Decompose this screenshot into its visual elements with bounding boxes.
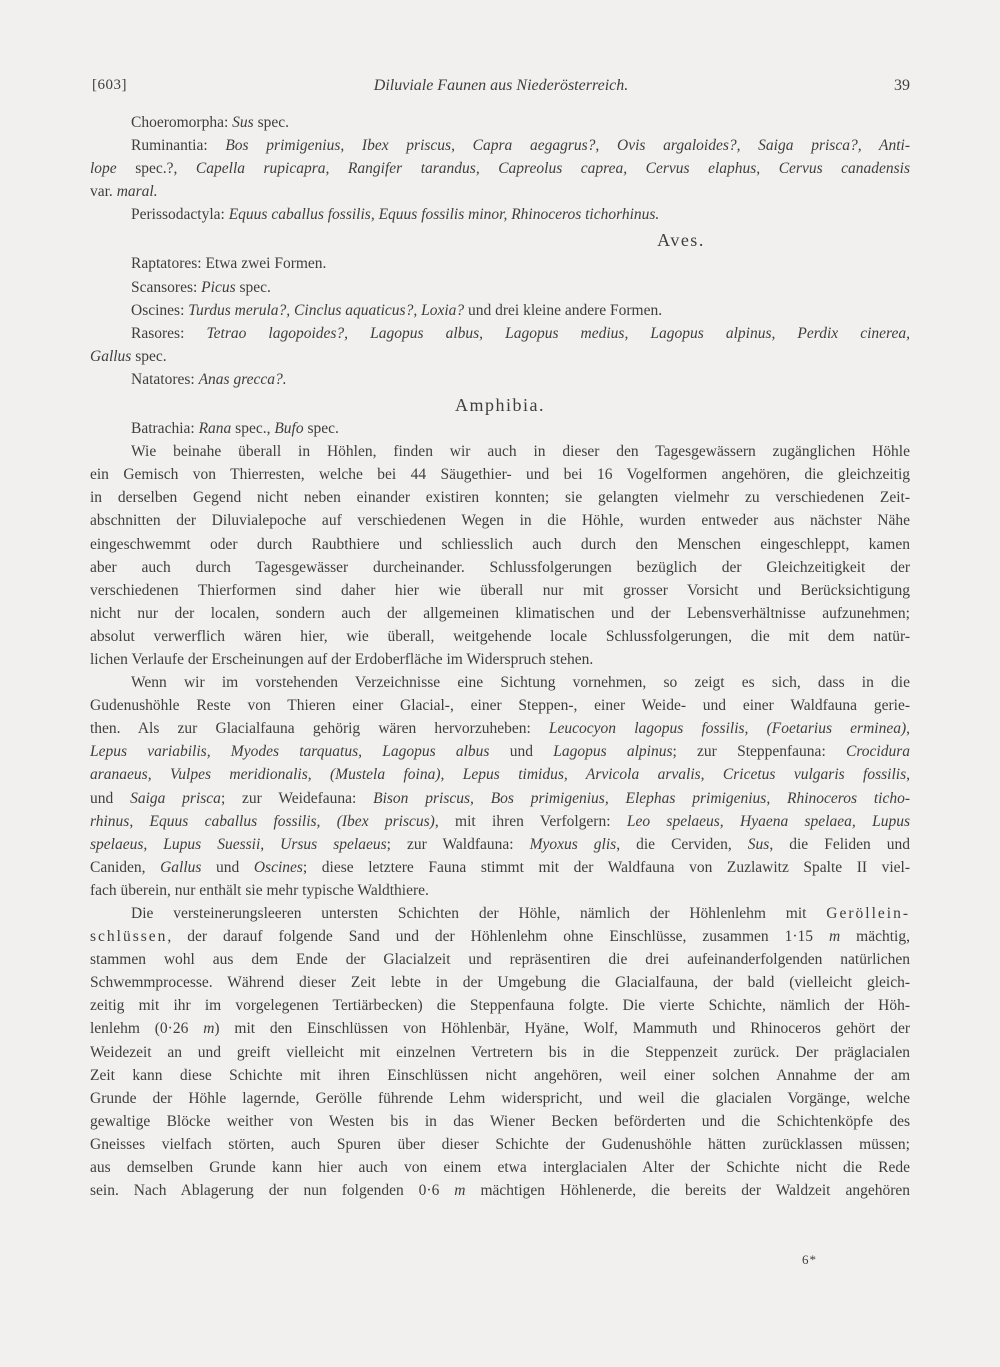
paragraph-line bbox=[90, 902, 910, 925]
text: ; zur Weidefauna: bbox=[220, 789, 374, 807]
taxa: rhinus, Equus caballus fossilis, (Ibex priscus) bbox=[90, 812, 435, 830]
paragraph-line bbox=[90, 833, 910, 856]
taxon: Oscines bbox=[253, 858, 303, 876]
unit: m bbox=[203, 1020, 215, 1038]
text: Die versteinerungsleeren untersten Schichten der Höhle, nämlich der Höhlenlehm mit bbox=[131, 905, 827, 922]
unit: m bbox=[829, 928, 841, 946]
text: spec.?, bbox=[116, 160, 196, 178]
paragraph-line: Wenn wir im vorstehenden Verzeichnisse eine Sichtung vornehmen, so zeigt es sich, dass in die bbox=[131, 674, 910, 692]
heading-text: Amphibia. bbox=[455, 395, 545, 416]
group-label: Choeromorpha: bbox=[131, 114, 233, 131]
fauna-line-scansores bbox=[90, 276, 910, 299]
text: ; zur Waldfauna: bbox=[386, 835, 530, 853]
taxa: Lepus variabilis, Myodes tarquatus, Lagopus albus bbox=[90, 743, 490, 761]
text: und bbox=[90, 789, 131, 807]
group-label: Natatores: bbox=[131, 370, 199, 388]
running-title: Diluviale Faunen aus Niederösterreich. bbox=[373, 77, 629, 94]
taxa: Tetrao lagopoides?, Lagopus albus, Lagopus medius, Lagopus alpinus, Perdix cinerea, bbox=[206, 324, 910, 342]
taxon: Sus bbox=[747, 835, 770, 853]
page-number: 39 bbox=[894, 77, 910, 94]
text: sein. Nach Ablagerung der nun folgenden 0·6 bbox=[90, 1182, 455, 1200]
paragraph-line bbox=[90, 740, 910, 763]
paragraph-line: Grunde der Höhle lagernde, Gerölle führende Lehm widerspricht, und weil die glacialen Vorgänge, welche bbox=[90, 1089, 910, 1107]
taxon: Crocidura bbox=[846, 743, 911, 761]
text: , der darauf folgende Sand und der Höhlenlehm ohne Einschlüsse, zusammen 1·15 bbox=[167, 928, 830, 946]
paragraph-line bbox=[90, 717, 910, 740]
paragraph-line: eingeschwemmt oder durch Raubthiere und schliesslich auch durch den Menschen eingeschleppt, kamen bbox=[90, 535, 910, 553]
section-heading-aves bbox=[90, 226, 910, 252]
text: lenlehm (0·26 bbox=[90, 1020, 204, 1038]
taxon: Sus bbox=[232, 114, 254, 131]
fauna-line-ruminantia-cont bbox=[90, 157, 910, 180]
paragraph-line: stammen wohl aus dem Ende der Glacialzeit und repräsentiren die drei aufeinanderfolgenden natürlichen bbox=[90, 951, 910, 969]
page-bracket-number: [603] bbox=[92, 77, 127, 93]
taxon: Rana bbox=[198, 420, 232, 438]
text: und bbox=[201, 858, 254, 876]
unit: m bbox=[454, 1182, 466, 1200]
text: ) mit den Einschlüssen von Höhlenbär, Hyäne, Wolf, Mammuth und Rhinoceros gehört der bbox=[214, 1020, 910, 1038]
text: then. Als zur Glacialfauna gehörig wären hervorzuheben: bbox=[90, 720, 549, 738]
paragraph-line: abschnitten der Diluvialepoche auf verschiedenen Wegen in die Höhle, wurden entweder aus nächster Nähe bbox=[90, 512, 910, 530]
page-header bbox=[92, 77, 910, 101]
taxa: Capella rupicapra, Rangifer tarandus, Capreolus caprea, Cervus elaphus, Cervus canadensis bbox=[195, 160, 911, 178]
text: Raptatores: Etwa zwei Formen. bbox=[131, 255, 327, 273]
fauna-line-natatores bbox=[90, 368, 910, 391]
paragraph-line: Wie beinahe überall in Höhlen, finden wir auch in dieser den Tagesgewässern zugänglichen Höhle bbox=[131, 443, 910, 461]
section-heading-amphibia bbox=[90, 391, 910, 417]
fauna-line-oscines bbox=[90, 299, 910, 322]
spaced-text: Geröllein- bbox=[826, 905, 910, 922]
fauna-line-choeromorpha bbox=[90, 111, 910, 134]
taxon: Anas grecca?. bbox=[198, 370, 287, 388]
group-label: Oscines: bbox=[131, 301, 189, 319]
taxa: Leucocyon lagopus fossilis, (Foetarius erminea), bbox=[548, 720, 910, 738]
taxon: Saiga prisca bbox=[130, 789, 221, 807]
taxa: Leo spelaeus, Hyaena spelaea, Lupus bbox=[626, 812, 910, 830]
fauna-line-rasores bbox=[90, 322, 910, 345]
body-text bbox=[90, 111, 910, 1202]
paragraph-line: Zeit kann diese Schichte mit ihren Einschlüssen nicht angehören, weil einer solchen Annahme der am bbox=[90, 1066, 910, 1084]
heading-text: Aves. bbox=[657, 230, 705, 251]
paragraph-line: Weidezeit an und greift vielleicht mit einzelnen Vertretern bis in die Steppenzeit zurück. Der präglacialen bbox=[90, 1043, 910, 1061]
text: , die Cerviden, bbox=[616, 835, 748, 853]
paragraph-line bbox=[90, 787, 910, 810]
taxa: Bos primigenius, Ibex priscus, Capra aegagrus?, Ovis argaloides?, Saiga prisca?, Anti- bbox=[225, 137, 910, 155]
paragraph-line: absolut verwerflich wären hier, wie überall, weitgehende locale Schlussfolgerungen, die mit dem natür- bbox=[90, 627, 910, 645]
taxa: spelaeus, Lupus Suessii, Ursus spelaeus bbox=[90, 835, 387, 853]
paragraph-line: aus demselben Grunde kann hier auch von einem etwa interglacialen Alter der Schichte nicht die Rede bbox=[90, 1159, 910, 1177]
text: var. bbox=[90, 183, 117, 201]
group-label: Batrachia: bbox=[131, 420, 199, 438]
text: mächtig, bbox=[840, 928, 910, 946]
paragraph-line bbox=[90, 763, 910, 786]
text: spec., bbox=[231, 420, 275, 438]
taxa: Equus caballus fossilis, Equus fossilis minor, Rhinoceros tichorhinus. bbox=[228, 206, 660, 224]
paragraph-line: nicht nur der localen, sondern auch der allgemeinen klimatischen und der Lebensverhältnisse aufzunehmen; bbox=[90, 604, 910, 622]
paragraph-line bbox=[90, 925, 910, 948]
taxon: Picus bbox=[201, 278, 236, 296]
paragraph-line: Schwemmprocesse. Während dieser Zeit lebte in der Umgebung die Glacialfauna, der bald (vielleicht gleich- bbox=[90, 974, 910, 992]
group-label: Perissodactyla: bbox=[131, 206, 229, 224]
text: und drei kleine andere Formen. bbox=[464, 301, 663, 319]
text: spec. bbox=[235, 278, 271, 296]
text: spec. bbox=[253, 114, 290, 131]
paragraph-line: Gudenushöhle Reste von Thieren einer Glacial-, einer Steppen-, einer Weide- und einer Waldfauna gerie- bbox=[90, 697, 910, 715]
text: , die Feliden und bbox=[769, 835, 910, 853]
group-label: Ruminantia: bbox=[131, 137, 226, 155]
taxa: Bison priscus, Bos primigenius, Elephas primigenius, Rhinoceros ticho- bbox=[373, 789, 910, 807]
taxon: Lagopus alpinus bbox=[553, 743, 673, 761]
text: Caniden, bbox=[90, 858, 161, 876]
paragraph-line: fach überein, nur enthält sie mehr typische Waldthiere. bbox=[90, 881, 429, 899]
fauna-line-ruminantia bbox=[90, 134, 910, 157]
group-label: Scansores: bbox=[131, 278, 202, 296]
paragraph-line: lichen Verlaufe der Erscheinungen auf der Erdoberfläche im Widerspruch stehen. bbox=[90, 650, 594, 668]
paragraph-line: ein Gemisch von Thierresten, welche bei 44 Säugethier- und bei 16 Vogelformen angehören, die gleichzeitig bbox=[90, 466, 910, 484]
taxa: Turdus merula?, Cinclus aquaticus?, Loxia? bbox=[188, 301, 465, 319]
paragraph-line bbox=[90, 1017, 910, 1040]
fauna-line-rasores-cont bbox=[90, 345, 910, 368]
taxon: lope bbox=[90, 160, 117, 178]
fauna-line-perissodactyla bbox=[90, 203, 910, 226]
taxon: Gallus bbox=[90, 347, 132, 365]
text: ; diese letztere Fauna stimmt mit der Waldfauna von Zuzlawitz Spalte II viel- bbox=[302, 858, 911, 876]
taxon: Myoxus glis bbox=[529, 835, 617, 853]
group-label: Rasores: bbox=[131, 324, 207, 342]
paragraph-line bbox=[90, 856, 910, 879]
fauna-line-raptatores bbox=[90, 252, 910, 275]
fauna-line-ruminantia-end bbox=[90, 180, 910, 203]
taxon: Bufo bbox=[274, 420, 304, 438]
paragraph-line bbox=[90, 810, 910, 833]
paragraph-line: verschiedenen Thierformen sind daher hier wie überall nur mit grosser Vorsicht und Berücksichtigung bbox=[90, 581, 910, 599]
paragraph-line: in derselben Gegend nicht neben einander existiren konnten; sie gelangten vielmehr zu verschiedenen Zeit- bbox=[90, 489, 910, 507]
taxon: maral. bbox=[116, 183, 158, 201]
paragraph-line bbox=[90, 1179, 910, 1202]
text: mächtigen Höhlenerde, die bereits der Waldzeit angehören bbox=[465, 1182, 910, 1200]
paragraph-line: Gneisses vielfach störten, auch Spuren über dieser Schichte der Gudenushöhle hätten zurücklassen müssen; bbox=[90, 1135, 910, 1153]
paragraph-line: aber auch durch Tagesgewässer durcheinander. Schlussfolgerungen bezüglich der Gleichzeitigkeit der bbox=[90, 558, 910, 576]
fauna-line-batrachia bbox=[90, 417, 910, 440]
paragraph-line: zeitig mit ihr im vorgelegenen Tertiärbecken) die Steppenfauna folgte. Die vierte Schichte, nämlich der Höh- bbox=[90, 997, 910, 1015]
spaced-text: schlüssen bbox=[90, 928, 168, 946]
taxa: aranaeus, Vulpes meridionalis, (Mustela foina), Lepus timidus, Arvicola arvalis, Cricetus vulgaris fossilis, bbox=[90, 766, 910, 784]
paragraph-line: gewaltige Blöcke weither von Westen bis in das Wiener Becken beförderten und die Schichtenköpfe des bbox=[90, 1112, 910, 1130]
signature-mark: 6* bbox=[802, 1252, 817, 1267]
text: und bbox=[489, 743, 554, 761]
text: ; zur Steppenfauna: bbox=[672, 743, 846, 761]
text: spec. bbox=[303, 420, 339, 438]
text: spec. bbox=[131, 347, 167, 365]
taxon: Gallus bbox=[160, 858, 202, 876]
text: , mit ihren Verfolgern: bbox=[434, 812, 627, 830]
